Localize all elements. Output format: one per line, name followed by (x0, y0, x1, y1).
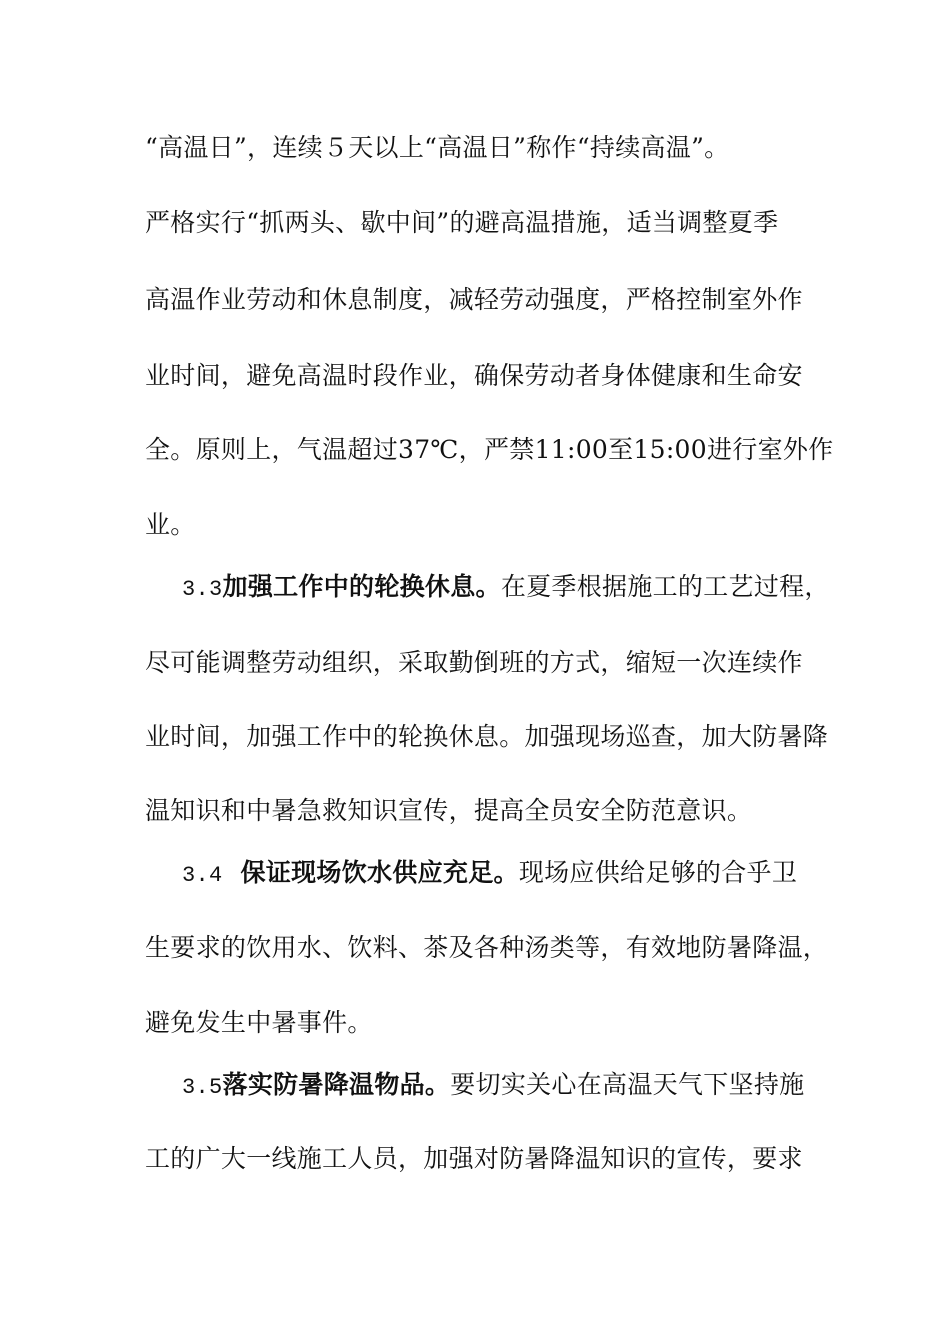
section-heading: 保证现场饮水供应充足。 (240, 858, 519, 887)
paragraph-line: 尽可能调整劳动组织，采取勤倒班的方式，缩短一次连续作 (145, 648, 803, 677)
paragraph-line: 业时间，避免高温时段作业，确保劳动者身体健康和生命安 (145, 361, 803, 390)
paragraph-line: 高温作业劳动和休息制度，减轻劳动强度，严格控制室外作 (145, 285, 803, 314)
section-heading: 加强工作中的轮换休息。 (222, 572, 501, 601)
section-text: 在夏季根据施工的工艺过程， (500, 572, 830, 601)
section-number: 3.5 (182, 1075, 223, 1100)
section-3-5-first-line (182, 1068, 862, 1105)
paragraph-line: 业。 (145, 510, 196, 539)
paragraph-line: 工的广大一线施工人员，加强对防暑降温知识的宣传，要求 (145, 1144, 803, 1173)
paragraph-line: 生要求的饮用水、饮料、茶及各种汤类等，有效地防暑降温， (145, 933, 829, 962)
section-text: 要切实关心在高温天气下坚持施 (450, 1070, 805, 1099)
paragraph-line: 温知识和中暑急救知识宣传，提高全员安全防范意识。 (145, 796, 753, 825)
paragraph-line: 业时间，加强工作中的轮换休息。加强现场巡查，加大防暑降 (145, 722, 829, 751)
paragraph-line: “高温日”，连续５天以上“高温日”称作“持续高温”。 (145, 133, 730, 162)
section-3-3-first-line (182, 570, 862, 607)
paragraph-line: 避免发生中暑事件。 (145, 1008, 373, 1037)
section-heading: 落实防暑降温物品。 (222, 1070, 451, 1099)
paragraph-line: 严格实行“抓两头、歇中间”的避高温措施，适当调整夏季 (145, 208, 779, 237)
paragraph-line: 全。原则上，气温超过37℃，严禁11:00至15:00进行室外作 (145, 435, 834, 464)
section-number: 3.3 (182, 577, 223, 602)
section-number: 3.4 (182, 863, 223, 888)
section-3-4-first-line (182, 856, 862, 893)
section-text: 现场应供给足够的合乎卫 (518, 858, 798, 887)
